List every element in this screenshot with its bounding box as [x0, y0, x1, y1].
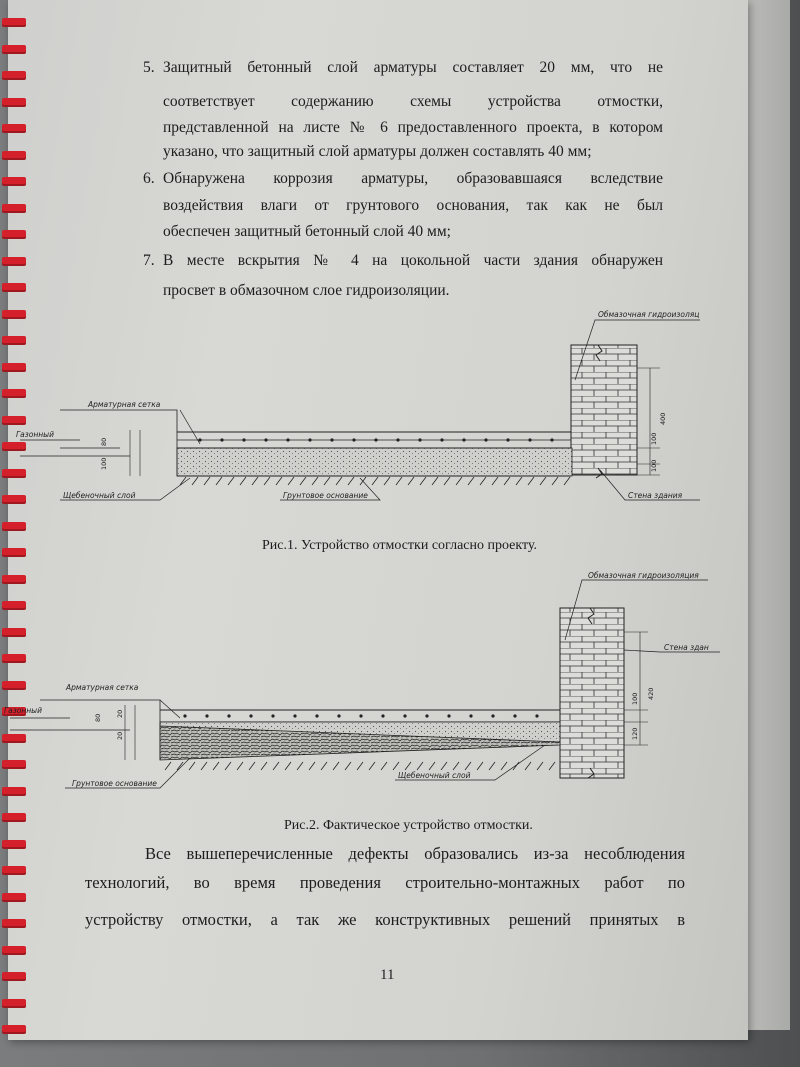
soil-hatch	[444, 477, 450, 485]
item-line: представленной на листе № 6 предоставленного проекта, в котором	[163, 119, 663, 136]
label-soil: Грунтовое основание	[72, 779, 157, 788]
label-mesh: Арматурная сетка	[88, 400, 161, 409]
rebar-dot	[491, 714, 494, 717]
soil-hatch	[333, 762, 339, 770]
soil-hatch	[369, 762, 375, 770]
label-mesh: Арматурная сетка	[66, 683, 139, 692]
soil-hatch	[300, 477, 306, 485]
soil-hatch	[465, 762, 471, 770]
soil-hatch	[432, 477, 438, 485]
soil-hatch	[540, 477, 546, 485]
soil-hatch	[189, 762, 195, 770]
soil-hatch	[396, 477, 402, 485]
soil-hatch	[288, 477, 294, 485]
soil-hatch	[249, 762, 255, 770]
dim-text: 120	[631, 727, 639, 740]
item-line: воздействия влаги от грунтового основания, так как не был	[163, 197, 663, 214]
rebar-dot	[220, 438, 223, 441]
soil-hatch	[501, 762, 507, 770]
rebar-dot	[513, 714, 516, 717]
item-line: Защитный бетонный слой арматуры составляет 20 мм, что не	[163, 59, 663, 76]
soil-hatch	[372, 477, 378, 485]
label-wall: Стена здан	[664, 643, 709, 652]
rebar-dot	[286, 438, 289, 441]
soil-hatch	[216, 477, 222, 485]
item-number: 6.	[143, 170, 155, 187]
soil-hatch	[429, 762, 435, 770]
soil-hatch	[201, 762, 207, 770]
soil-hatch	[549, 762, 555, 770]
rebar-dot	[249, 714, 252, 717]
dim-text: 100	[100, 457, 108, 470]
dim-text: 80	[94, 713, 102, 722]
rebar-dot	[264, 438, 267, 441]
soil-hatch	[180, 477, 186, 485]
soil-hatch	[273, 762, 279, 770]
soil-hatch	[240, 477, 246, 485]
page-number: 11	[380, 967, 395, 983]
soil-hatch	[225, 762, 231, 770]
figure-1-diagram	[16, 310, 700, 500]
dim-text: 20	[116, 731, 124, 740]
rebar-dot	[374, 438, 377, 441]
rebar-dot	[271, 714, 274, 717]
paragraph-line: Все вышеперечисленные дефекты образовались из-за несоблюдения	[145, 844, 685, 863]
rebar-dot	[469, 714, 472, 717]
soil-hatch	[516, 477, 522, 485]
dim-text: 80	[100, 437, 108, 446]
rebar-dot	[308, 438, 311, 441]
soil-hatch	[513, 762, 519, 770]
soil-hatch	[456, 477, 462, 485]
soil-hatch	[321, 762, 327, 770]
figure-2-diagram	[4, 571, 720, 788]
rebar-dot	[381, 714, 384, 717]
rebar-dot	[440, 438, 443, 441]
soil-hatch	[261, 762, 267, 770]
soil-hatch	[552, 477, 558, 485]
label-waterproofing: Обмазочная гидроизоляция	[588, 571, 699, 580]
soil-hatch	[477, 762, 483, 770]
rebar-dot	[315, 714, 318, 717]
rebar-dot	[352, 438, 355, 441]
rebar-dot	[484, 438, 487, 441]
soil-hatch	[237, 762, 243, 770]
soil-hatch	[393, 762, 399, 770]
rebar-dot	[506, 438, 509, 441]
soil-hatch	[504, 477, 510, 485]
rebar-dot	[242, 438, 245, 441]
rebar-dot	[535, 714, 538, 717]
item-number: 5.	[143, 59, 155, 76]
soil-hatch	[480, 477, 486, 485]
soil-hatch	[357, 762, 363, 770]
rebar-dot	[550, 438, 553, 441]
dim-text: 400	[659, 412, 667, 425]
soil-hatch	[492, 477, 498, 485]
label-soil: Грунтовое основание	[283, 491, 368, 500]
dim-text: 420	[647, 687, 655, 700]
label-wall: Стена здания	[628, 491, 683, 500]
figure-2-caption: Рис.2. Фактическое устройство отмостки.	[284, 818, 533, 833]
label-gravel: Щебеночный слой	[398, 771, 471, 780]
soil-hatch	[336, 477, 342, 485]
soil-hatch	[276, 477, 282, 485]
item-line: указано, что защитный слой арматуры должен составлять 40 мм;	[163, 143, 592, 160]
dim-text: 100	[650, 459, 658, 472]
soil-hatch	[537, 762, 543, 770]
label-level: Газонный	[4, 706, 42, 715]
label-gravel: Щебеночный слой	[63, 491, 136, 500]
soil-hatch	[489, 762, 495, 770]
item-line: В месте вскрытия № 4 на цокольной части здания обнаружен	[163, 252, 663, 269]
rebar-dot	[396, 438, 399, 441]
paragraph-line: устройству отмостки, а так же конструктивных решений принятых в	[85, 910, 685, 929]
rebar-dot	[425, 714, 428, 717]
label-waterproofing: Обмазочная гидроизоляц	[598, 310, 700, 319]
rebar-dot	[447, 714, 450, 717]
rebar-dot	[330, 438, 333, 441]
soil-hatch	[408, 477, 414, 485]
soil-hatch	[228, 477, 234, 485]
rebar-dot	[337, 714, 340, 717]
figure-1-caption: Рис.1. Устройство отмостки согласно проекту.	[262, 538, 538, 553]
label-level: Газонный	[16, 430, 54, 439]
rebar-dot	[183, 714, 186, 717]
soil-hatch	[525, 762, 531, 770]
soil-hatch	[213, 762, 219, 770]
soil-hatch	[204, 477, 210, 485]
paragraph-line: технологий, во время проведения строительно-монтажных работ по	[85, 873, 685, 892]
item-line: соответствует содержанию схемы устройства отмостки,	[163, 93, 663, 110]
soil-hatch	[165, 762, 171, 770]
rebar-dot	[205, 714, 208, 717]
soil-hatch	[348, 477, 354, 485]
soil-hatch	[192, 477, 198, 485]
rebar-dot	[227, 714, 230, 717]
soil-hatch	[417, 762, 423, 770]
soil-hatch	[309, 762, 315, 770]
soil-hatch	[324, 477, 330, 485]
rebar-dot	[198, 438, 201, 441]
rebar-dot	[418, 438, 421, 441]
dim-text: 20	[116, 709, 124, 718]
item-line: Обнаружена коррозия арматуры, образовавшаяся вследствие	[163, 170, 663, 187]
rebar-dot	[462, 438, 465, 441]
rebar-dot	[293, 714, 296, 717]
rebar-dot	[403, 714, 406, 717]
soil-hatch	[453, 762, 459, 770]
dim-text: 100	[631, 692, 639, 705]
soil-hatch	[264, 477, 270, 485]
item-line: обеспечен защитный бетонный слой 40 мм;	[163, 223, 451, 240]
soil-hatch	[381, 762, 387, 770]
soil-hatch	[564, 477, 570, 485]
soil-hatch	[384, 477, 390, 485]
item-line: просвет в обмазочном слое гидроизоляции.	[163, 282, 450, 299]
soil-hatch	[468, 477, 474, 485]
soil-hatch	[312, 477, 318, 485]
soil-hatch	[285, 762, 291, 770]
rebar-dot	[528, 438, 531, 441]
soil-hatch	[528, 477, 534, 485]
soil-hatch	[405, 762, 411, 770]
soil-hatch	[297, 762, 303, 770]
soil-hatch	[441, 762, 447, 770]
item-number: 7.	[143, 252, 155, 269]
rebar-dot	[359, 714, 362, 717]
soil-hatch	[420, 477, 426, 485]
soil-hatch	[345, 762, 351, 770]
dim-text: 100	[650, 432, 658, 445]
soil-hatch	[252, 477, 258, 485]
